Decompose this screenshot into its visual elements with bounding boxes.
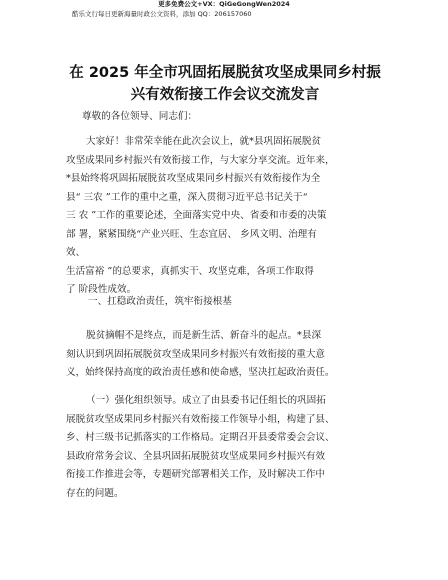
paragraph-line: 生活富裕 ”的总要求，真抓实干、攻坚克难，各项工作取得 bbox=[66, 265, 314, 277]
paragraph-line: （一）强化组织领导。成立了由县委书记任组长的巩固拓 bbox=[86, 395, 326, 406]
paragraph-line: 展脱贫攻坚成果同乡村振兴有效衔接工作领导小组，构建了县、 bbox=[66, 413, 335, 425]
paragraph-line: *县始终将巩固拓展脱贫攻坚成果同乡村振兴有效衔接作为全 bbox=[66, 173, 321, 184]
paragraph-section-1 bbox=[66, 327, 386, 383]
paragraph-line: 县政府常务会议、全县巩固拓展脱贫攻坚成果同乡村振兴有效 bbox=[66, 450, 326, 462]
title-line-2: 兴有效衔接工作会议交流发言 bbox=[130, 87, 320, 103]
paragraph-line: 脱贫摘帽不是终点，而是新生活、新奋斗的起点。*县深 bbox=[86, 330, 322, 341]
paragraph-organization bbox=[66, 392, 386, 503]
paragraph-line: 衔接工作推进会等，专题研究部署相关工作，及时解决工作中 bbox=[66, 469, 326, 480]
top-banner: 更多免费公文+VX：QiGeGongWen2024 bbox=[158, 0, 290, 8]
paragraph-line: 乡、村三级书记抓落实的工作格局。定期召开县委常委会会议、 bbox=[66, 432, 335, 443]
paragraph-line: 部 署，紧紧围绕“产业兴旺、生态宜居、 乡风文明、治理有 bbox=[66, 228, 317, 240]
paragraph-line: 大家好！非常荣幸能在此次会议上，就*县巩固拓展脱贫 bbox=[86, 136, 322, 147]
title-line-1: 在 2025 年全市巩固拓展脱贫攻坚成果同乡村振 bbox=[69, 65, 381, 81]
sub-banner: 酷乐文行每日更新海量时政公文资料，添加 QQ：206157060 bbox=[72, 10, 252, 18]
paragraph-line: 三 农 ”工作的重要论述，全面落实党中央、省委和市委的决策 bbox=[66, 210, 327, 221]
paragraph-intro bbox=[66, 133, 386, 300]
salutation: 尊敬的各位领导、同志们： bbox=[82, 111, 198, 122]
paragraph-line: 效、 bbox=[66, 247, 86, 258]
paragraph-line: 义，始终保持高度的政治责任感和使命感，坚决扛起政治责任。 bbox=[66, 367, 335, 378]
paragraph-line: 刻认识到巩固拓展脱贫攻坚成果同乡村振兴有效衔接的重大意 bbox=[66, 348, 326, 360]
paragraph-line: 县“ 三农 ”工作的重中之重，深入贯彻习近平总书记关于“ bbox=[66, 191, 308, 203]
paragraph-line: 攻坚成果同乡村振兴有效衔接工作，与大家分享交流。近年来， bbox=[66, 154, 335, 166]
section-heading-1: 一、扛稳政治责任，筑牢衔接根基 bbox=[88, 296, 232, 307]
paragraph-line: 了 阶段性成效。 bbox=[66, 284, 137, 295]
document-title bbox=[60, 62, 390, 106]
paragraph-line: 存在的问题。 bbox=[66, 487, 124, 499]
